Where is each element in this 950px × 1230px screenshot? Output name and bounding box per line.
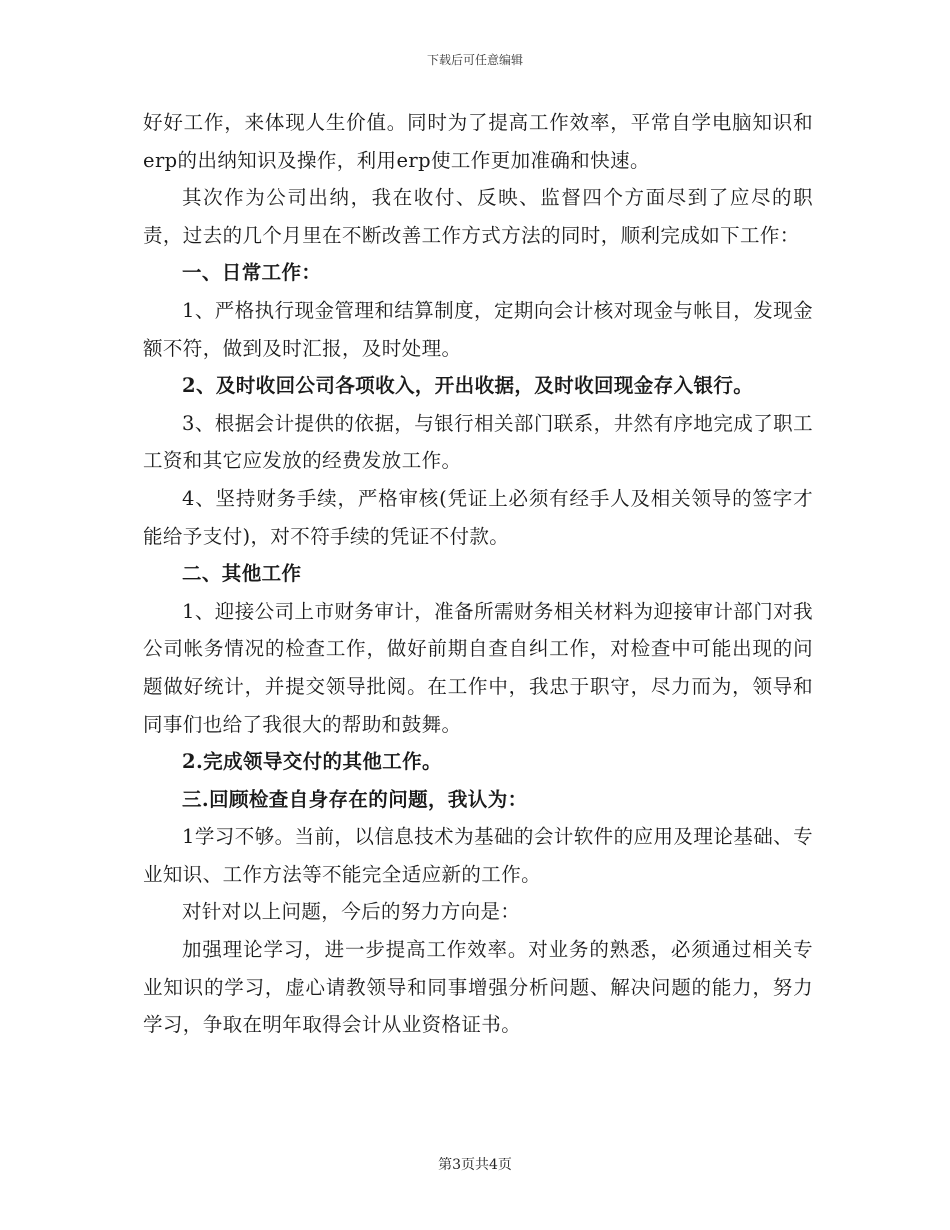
list-item-daily-3: 3、根据会计提供的依据，与银行相关部门联系，井然有序地完成了职工工资和其它应发放的经费发放工作。 <box>143 411 813 473</box>
section-heading-other-work: 二、其他工作 <box>182 562 302 586</box>
list-item-other-2: 2.完成领导交付的其他工作。 <box>182 750 442 774</box>
document-body <box>143 104 813 1044</box>
page-number: 第3页共4页 <box>438 1157 512 1173</box>
paragraph-1: 好好工作，来体现人生价值。同时为了提高工作效率，平常自学电脑知识和erp的出纳知识及操作，利用erp使工作更加准确和快速。 <box>143 111 813 172</box>
list-item-daily-2: 2、及时收回公司各项收入，开出收据，及时收回现金存入银行。 <box>182 374 754 398</box>
paragraph-2: 其次作为公司出纳，我在收付、反映、监督四个方面尽到了应尽的职责，过去的几个月里在不断改善工作方式方法的同时，顺利完成如下工作： <box>143 186 813 247</box>
paragraph-review-1: 1学习不够。当前，以信息技术为基础的会计软件的应用及理论基础、专业知识、工作方法等不能完全适应新的工作。 <box>143 825 813 886</box>
section-heading-daily-work: 一、日常工作： <box>182 261 322 285</box>
list-item-daily-4: 4、坚持财务手续，严格审核(凭证上必须有经手人及相关领导的签字才能给予支付)，对不符手续的凭证不付款。 <box>143 486 813 548</box>
section-heading-review: 三.回顾检查自身存在的问题，我认为： <box>182 787 528 811</box>
paragraph-direction: 对针对以上问题，今后的努力方向是： <box>182 900 521 924</box>
page-header: 下载后可任意编辑 <box>426 53 523 67</box>
list-item-daily-1: 1、严格执行现金管理和结算制度，定期向会计核对现金与帐目，发现金额不符，做到及时汇报，及时处理。 <box>143 298 813 360</box>
list-item-other-1: 1、迎接公司上市财务审计，准备所需财务相关材料为迎接审计部门对我公司帐务情况的检查工作，做好前期自查自纠工作，对检查中可能出现的问题做好统计，并提交领导批阅。在工作中，我忠于职守，尽力而为，领导和同事们也给了我很大的帮助和鼓舞。 <box>143 599 813 736</box>
paragraph-closing: 加强理论学习，进一步提高工作效率。对业务的熟悉，必须通过相关专业知识的学习，虚心请教领导和同事增强分析问题、解决问题的能力，努力学习，争取在明年取得会计从业资格证书。 <box>143 938 813 1037</box>
